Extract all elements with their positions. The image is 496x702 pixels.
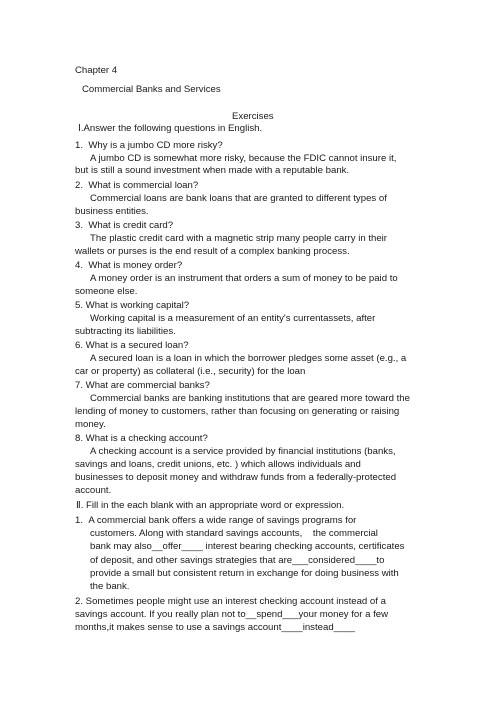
fill-2-line-2: savings account. If you really plan not to__spend___your money for a few <box>75 609 389 620</box>
answer-7-line-2: lending of money to customers, rather than focusing on generating or raising <box>75 406 400 417</box>
answer-7-line-1: Commercial banks are banking institutions that are geared more toward the <box>90 393 410 404</box>
fill-1-line-5: provide a small but consistent return in exchange for doing business with <box>90 568 399 579</box>
answer-4-line-1: A money order is an instrument that orders a sum of money to be paid to <box>90 273 398 284</box>
answer-1-line-1: A jumbo CD is somewhat more risky, because the FDIC cannot insure it, <box>90 153 397 164</box>
fill-1-line-4: of deposit, and other savings strategies that are___considered____to <box>90 555 385 566</box>
question-2: 2. What is commercial loan? <box>75 180 199 191</box>
part2-heading: Ⅱ. Fill in the each blank with an appropriate word or expression. <box>76 500 345 511</box>
fill-1-line-1: 1. A commercial bank offers a wide range of savings programs for <box>75 515 357 526</box>
chapter-label: Chapter 4 <box>75 65 118 76</box>
question-5: 5. What is working capital? <box>75 300 190 311</box>
fill-1-line-2: customers. Along with standard savings accounts, the commercial <box>90 528 378 539</box>
answer-3-line-1: The plastic credit card with a magnetic strip many people carry in their <box>90 233 387 244</box>
fill-1-line-6: the bank. <box>90 581 130 592</box>
answer-6-line-2: car or property) as collateral (i.e., security) for the loan <box>75 366 306 377</box>
exercises-heading: Exercises <box>232 111 274 122</box>
answer-7-line-3: money. <box>75 419 106 430</box>
answer-6-line-1: A secured loan is a loan in which the borrower pledges some asset (e.g., a <box>90 353 407 364</box>
question-1: 1. Why is a jumbo CD more risky? <box>75 140 223 151</box>
answer-8-line-2: savings and loans, credit unions, etc. ) which allows individuals and <box>75 459 361 470</box>
answer-5-line-2: subtracting its liabilities. <box>75 326 176 337</box>
question-7: 7. What are commercial banks? <box>75 380 210 391</box>
question-6: 6. What is a secured loan? <box>75 340 189 351</box>
answer-8-line-4: account. <box>75 485 112 496</box>
answer-2-line-1: Commercial loans are bank loans that are granted to different types of <box>90 193 387 204</box>
answer-1-line-2: but is still a sound investment when made with a reputable bank. <box>75 165 350 176</box>
question-4: 4. What is money order? <box>75 260 183 271</box>
chapter-subtitle: Commercial Banks and Services <box>82 84 221 95</box>
fill-1-line-3: bank may also__offer____ interest bearing checking accounts, certificates <box>90 541 405 552</box>
answer-3-line-2: wallets or purses is the end result of a complex banking process. <box>75 246 350 257</box>
question-8: 8. What is a checking account? <box>75 433 208 444</box>
answer-8-line-3: businesses to deposit money and withdraw funds from a federally-protected <box>75 472 397 483</box>
fill-2-line-3: months,it makes sense to use a savings account____instead____ <box>75 622 355 633</box>
answer-5-line-1: Working capital is a measurement of an entity's currentassets, after <box>90 313 376 324</box>
answer-8-line-1: A checking account is a service provided by financial institutions (banks, <box>90 446 396 457</box>
answer-4-line-2: someone else. <box>75 286 138 297</box>
answer-2-line-2: business entities. <box>75 206 149 217</box>
question-3: 3. What is credit card? <box>75 220 174 231</box>
part1-heading: Ⅰ.Answer the following questions in English. <box>78 123 263 134</box>
fill-2-line-1: 2. Sometimes people might use an interest checking account instead of a <box>75 596 386 607</box>
